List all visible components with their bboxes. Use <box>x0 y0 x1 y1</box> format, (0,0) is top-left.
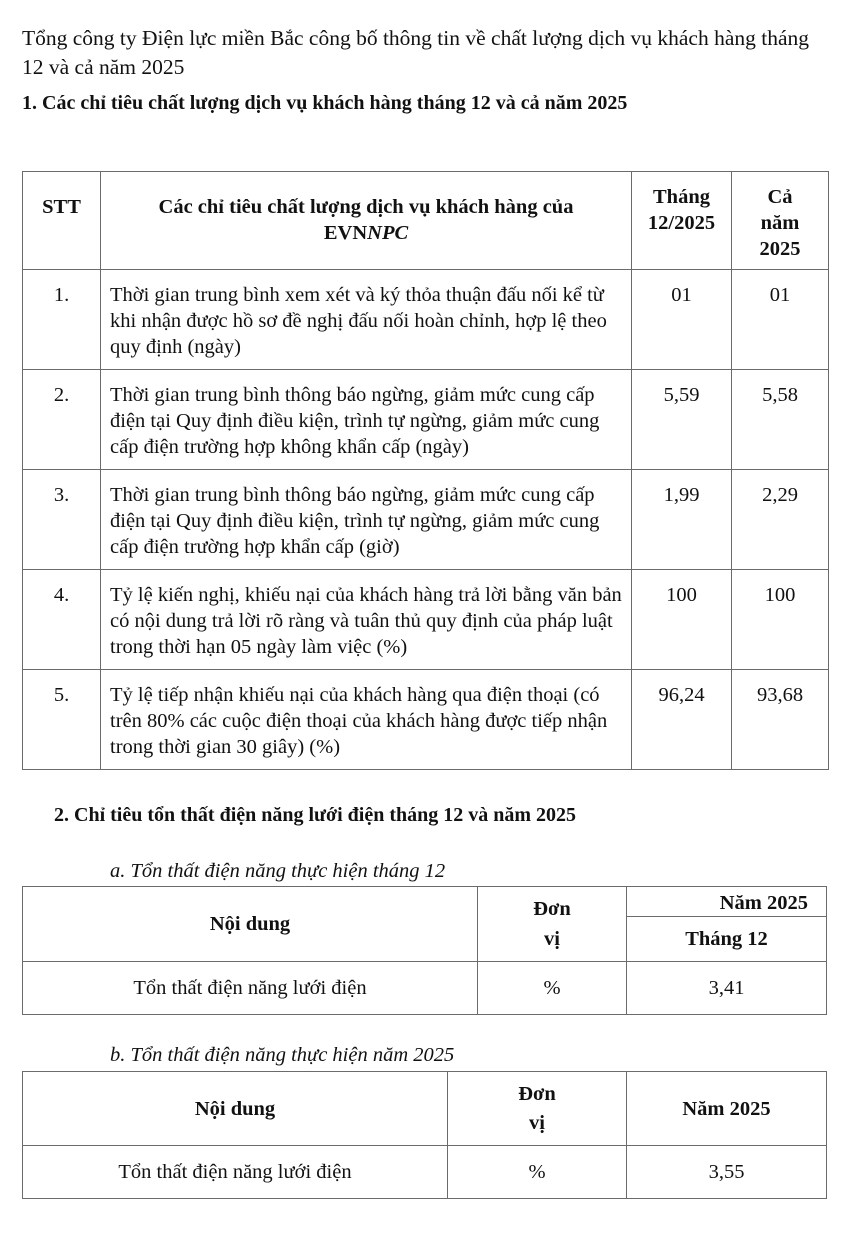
row-year-value: 5,58 <box>732 370 829 470</box>
table-row <box>23 1146 827 1199</box>
table-row <box>23 570 829 670</box>
header-year-line2: năm <box>760 212 800 234</box>
header-criteria <box>101 172 632 270</box>
row-description: Thời gian trung bình thông báo ngừng, giảm mức cung cấp điện tại Quy định điều kiện, trình tự ngừng, giảm mức cung cấp điện trường hợp không khẩn cấp (ngày) <box>101 370 632 470</box>
header-content: Nội dung <box>23 887 478 962</box>
header-criteria-line2: EVNNPC <box>323 222 409 244</box>
row-content: Tổn thất điện năng lưới điện <box>23 962 478 1015</box>
table-row <box>23 962 827 1015</box>
monthly-loss-table <box>22 886 827 1015</box>
header-year: Năm 2025 <box>627 1072 827 1146</box>
header-unit <box>448 1072 627 1146</box>
row-unit: % <box>448 1146 627 1199</box>
table-row <box>23 270 829 370</box>
table-a-caption: a. Tổn thất điện năng thực hiện tháng 12 <box>110 860 446 882</box>
header-year-line1: Cả <box>767 186 793 208</box>
header-unit-line2: vị <box>529 1111 545 1134</box>
header-stt: STT <box>23 172 101 270</box>
row-month-value: 1,99 <box>632 470 732 570</box>
annual-loss-table <box>22 1071 827 1199</box>
row-stt: 2. <box>23 370 101 470</box>
row-year-value: 01 <box>732 270 829 370</box>
table-header-row <box>23 172 829 270</box>
table-row <box>23 370 829 470</box>
row-description: Thời gian trung bình thông báo ngừng, giảm mức cung cấp điện tại Quy định điều kiện, trình tự ngừng, giảm mức cung cấp điện trường hợp khẩn cấp (giờ) <box>101 470 632 570</box>
row-unit: % <box>478 962 627 1015</box>
table-header-row <box>23 1072 827 1146</box>
row-month-value: 5,59 <box>632 370 732 470</box>
header-month <box>632 172 732 270</box>
header-month-line1: Tháng <box>653 186 710 208</box>
header-year-line3: 2025 <box>759 238 801 260</box>
table-header-row <box>23 887 827 917</box>
header-content: Nội dung <box>23 1072 448 1146</box>
row-description: Thời gian trung bình xem xét và ký thỏa thuận đấu nối kể từ khi nhận được hồ sơ đề nghị đấu nối hoàn chỉnh, hợp lệ theo quy định (ngày) <box>101 270 632 370</box>
table-b-caption: b. Tổn thất điện năng thực hiện năm 2025 <box>110 1044 455 1066</box>
row-description: Tỷ lệ kiến nghị, khiếu nại của khách hàng trả lời bằng văn bản có nội dung trả lời rõ ràng và tuân thủ quy định của pháp luật trong thời hạn 05 ngày làm việc (%) <box>101 570 632 670</box>
intro-paragraph: Tổng công ty Điện lực miền Bắc công bố thông tin về chất lượng dịch vụ khách hàng tháng 12 và cả năm 2025 <box>22 26 809 79</box>
row-stt: 3. <box>23 470 101 570</box>
row-month-value: 100 <box>632 570 732 670</box>
row-content: Tổn thất điện năng lưới điện <box>23 1146 448 1199</box>
header-month-line2: 12/2025 <box>647 212 716 234</box>
header-year <box>732 172 829 270</box>
header-unit-line1: Đơn <box>533 898 571 920</box>
section-2-heading: 2. Chỉ tiêu tổn thất điện năng lưới điện tháng 12 và năm 2025 <box>54 804 577 826</box>
header-unit-line1: Đơn <box>518 1082 556 1105</box>
header-unit <box>478 887 627 962</box>
header-unit-line2: vị <box>544 928 560 950</box>
row-stt: 5. <box>23 670 101 770</box>
header-year-group: Năm 2025 <box>627 887 827 917</box>
row-year-value: 93,68 <box>732 670 829 770</box>
row-stt: 4. <box>23 570 101 670</box>
table-row <box>23 670 829 770</box>
section-1-heading: 1. Các chỉ tiêu chất lượng dịch vụ khách hàng tháng 12 và cả năm 2025 <box>22 92 628 114</box>
row-year-value: 2,29 <box>732 470 829 570</box>
row-month-value: 01 <box>632 270 732 370</box>
service-quality-table <box>22 171 829 770</box>
row-year-value: 100 <box>732 570 829 670</box>
header-criteria-line1: Các chỉ tiêu chất lượng dịch vụ khách hàng của <box>158 196 574 218</box>
row-month-value: 96,24 <box>632 670 732 770</box>
row-description: Tỷ lệ tiếp nhận khiếu nại của khách hàng qua điện thoại (có trên 80% các cuộc điện thoại của khách hàng được tiếp nhận trong thời gian 30 giây) (%) <box>101 670 632 770</box>
row-value: 3,41 <box>627 962 827 1015</box>
row-stt: 1. <box>23 270 101 370</box>
header-month: Tháng 12 <box>627 917 827 962</box>
table-row <box>23 470 829 570</box>
row-value: 3,55 <box>627 1146 827 1199</box>
